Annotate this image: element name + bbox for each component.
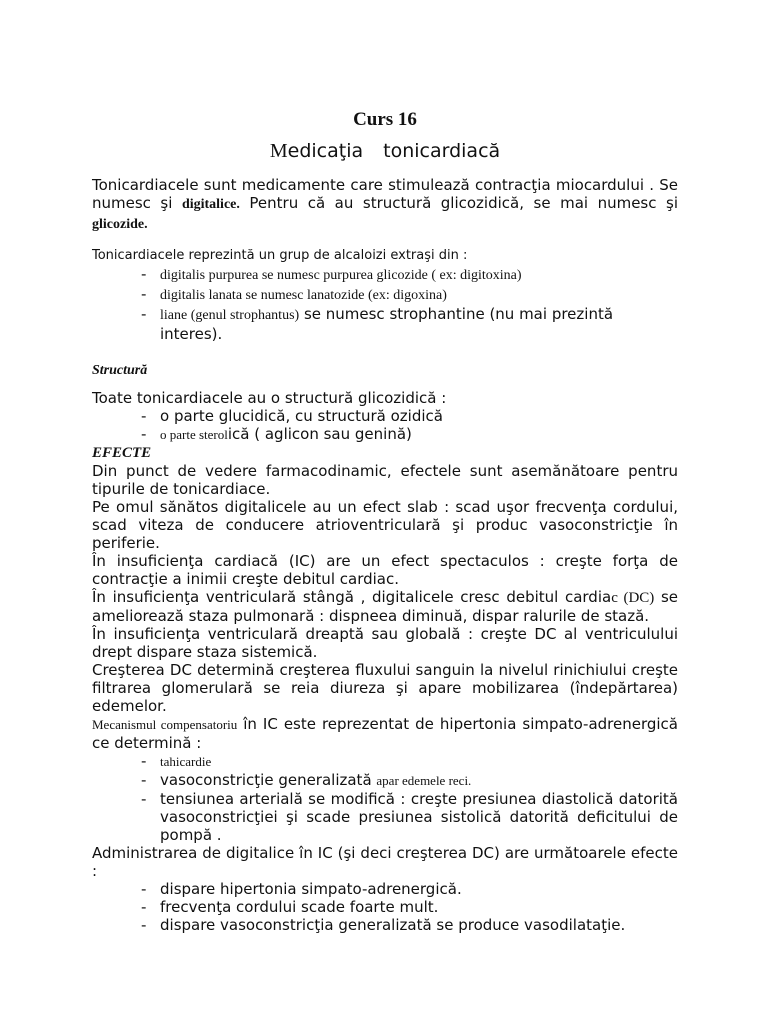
list-item: - o parte sterolică ( aglicon sau genină): [92, 425, 678, 444]
list-item: - o parte glucidică, cu structură ozidică: [92, 407, 678, 425]
list-item: - liane (genul strophantus) se numesc strophantine (nu mai prezintă interes).: [92, 305, 678, 343]
list-item: - digitalis purpurea se numesc purpurea glicozide ( ex: digitoxina): [92, 265, 678, 285]
intro-text-1: Tonicardiacele sunt medicamente care stimulează contracţia miocardului . Se numesc şi: [92, 176, 678, 212]
course-title: Curs 16: [353, 109, 417, 130]
left-failure-paragraph: În insuficienţa ventriculară stângă , digitalicele cresc debitul cardiac (DC) se ameliorează staza pulmonară : dispneea diminuă, dispar ralurile de stază.: [92, 588, 679, 625]
effects-paragraph: Pe omul sănătos digitalicele au un efect slab : scad uşor frecvenţa cordului, scad viteza de conducere atrioventriculară şi produc vasoconstricţie în periferie.: [92, 498, 678, 552]
alkaloid-intro: Tonicardiacele reprezintă un grup de alcaloizi extraşi din :: [92, 248, 468, 263]
list-item: - digitalis lanata se numesc lanatozide (ex: digoxina): [92, 285, 678, 305]
right-failure-paragraph: În insuficienţa ventriculară dreaptă sau globală : creşte DC al ventriculului drept dispare staza sistemică.: [92, 625, 678, 661]
list-item: - tensiunea arterială se modifică : creşte presiunea diastolică datorită vasoconstricţiei şi scade presiunea sistolică datorită deficitului de pompă .: [92, 790, 678, 844]
effects-paragraph: Din punct de vedere farmacodinamic, efectele sunt asemănătoare pentru tipurile de tonicardiace.: [92, 462, 678, 498]
intro-text-2: Pentru că au structură glicozidică, se mai numesc şi: [239, 194, 678, 212]
effects-paragraph: În insuficienţa cardiacă (IC) are un efect spectaculos : creşte forţa de contracţie a inimii creşte debitul cardiac.: [92, 552, 678, 588]
list-item: - dispare hipertonia simpato-adrenergică.: [92, 880, 678, 898]
document-page: [92, 108, 678, 934]
document-subtitle: [92, 139, 678, 163]
list-item: - dispare vasoconstricţia generalizată se produce vasodilataţie.: [92, 916, 678, 934]
structure-heading: Structură: [92, 363, 148, 378]
intro-paragraph: [92, 176, 678, 234]
subtitle-word-2: tonicardiacă: [383, 140, 501, 162]
list-item: - vasoconstricţie generalizată apar edemele reci.: [92, 771, 678, 790]
structure-list: [92, 407, 678, 444]
subtitle-initial: M: [269, 140, 288, 162]
dc-increase-paragraph: Creşterea DC determină creşterea fluxului sanguin la nivelul rinichiului creşte filtrarea glomerulară se reia diureza şi apare mobilizarea (îndepărtarea) edemelor.: [92, 661, 678, 715]
administration-list: [92, 880, 678, 934]
intro-term-glicozide: glicozide.: [92, 217, 148, 232]
administration-paragraph: Administrarea de digitalice în IC (şi deci creşterea DC) are următoarele efecte :: [92, 844, 678, 880]
structure-intro: Toate tonicardiacele au o structură glicozidică :: [92, 389, 447, 407]
compensatory-list: [92, 752, 678, 844]
subtitle-word-1: edicaţia: [287, 140, 364, 162]
effects-heading: EFECTE: [92, 445, 152, 461]
list-item: - tahicardie: [92, 752, 678, 771]
list-item: - frecvenţa cordului scade foarte mult.: [92, 898, 678, 916]
sources-list: [92, 265, 678, 343]
compensatory-paragraph: Mecanismul compensatoriu în IC este reprezentat de hipertonia simpato-adrenergică ce determină :: [92, 715, 678, 752]
intro-term-digitalice: digitalice.: [181, 197, 240, 212]
